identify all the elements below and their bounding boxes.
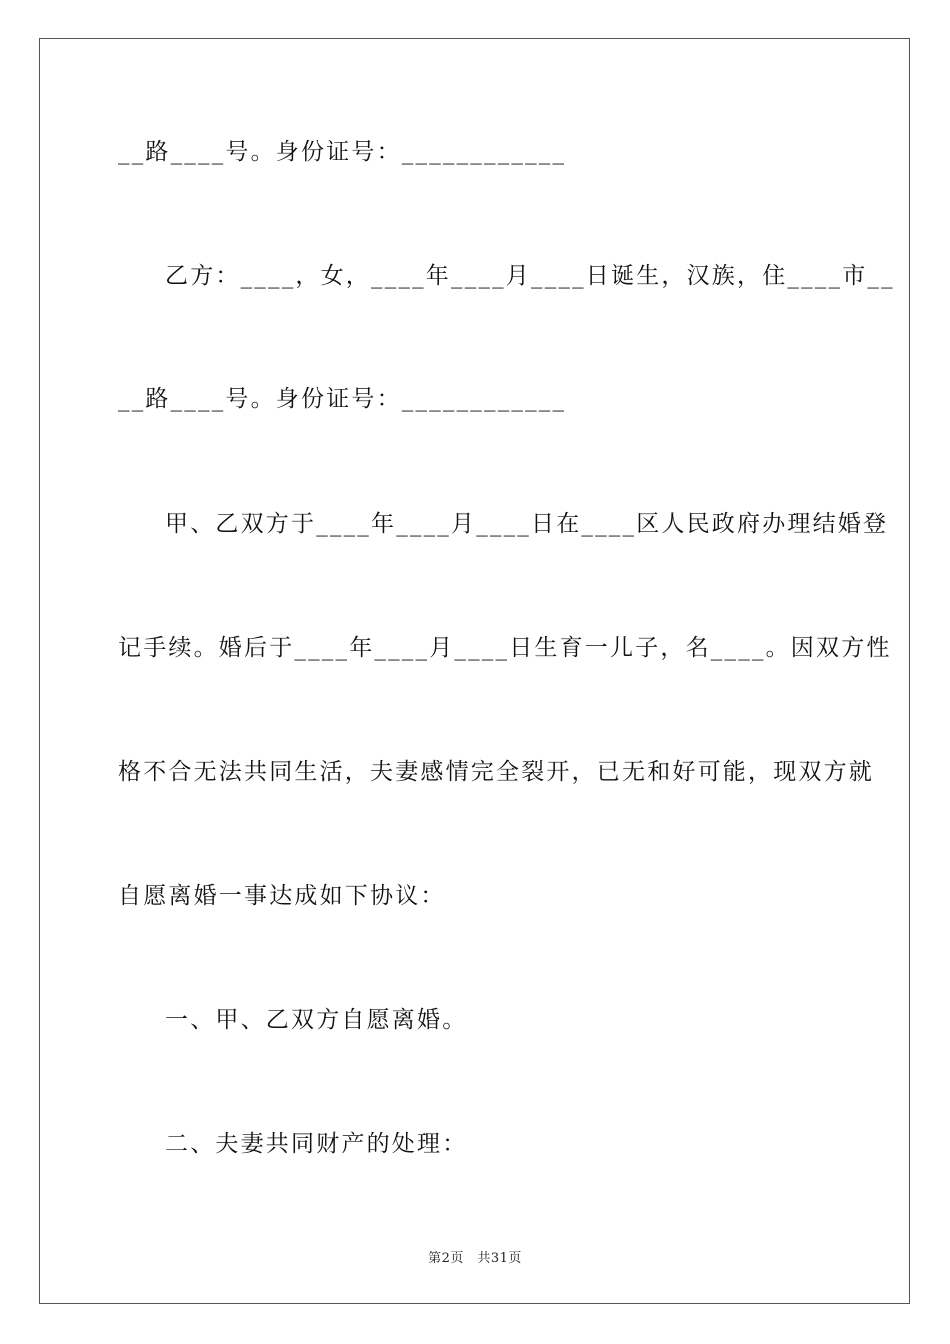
text-line-1: __路____号。身份证号：____________ <box>118 139 567 165</box>
page-border <box>39 38 910 1304</box>
text-line-7: 自愿离婚一事达成如下协议： <box>118 883 446 909</box>
text-line-3: __路____号。身份证号：____________ <box>118 386 567 412</box>
text-line-5: 记手续。婚后于____年____月____日生育一儿子，名____。因双方性 <box>118 635 892 661</box>
text-line-8: 一、甲、乙双方自愿离婚。 <box>165 1007 468 1033</box>
page-number-footer: 第2页 共31页 <box>428 1251 522 1266</box>
text-line-9: 二、夫妻共同财产的处理： <box>165 1131 468 1157</box>
text-line-4: 甲、乙双方于____年____月____日在____区人民政府办理结婚登 <box>165 511 889 537</box>
text-line-6: 格不合无法共同生活，夫妻感情完全裂开，已无和好可能，现双方就 <box>118 759 874 785</box>
text-line-2: 乙方：____，女，____年____月____日诞生，汉族，住____市__ <box>165 263 895 289</box>
